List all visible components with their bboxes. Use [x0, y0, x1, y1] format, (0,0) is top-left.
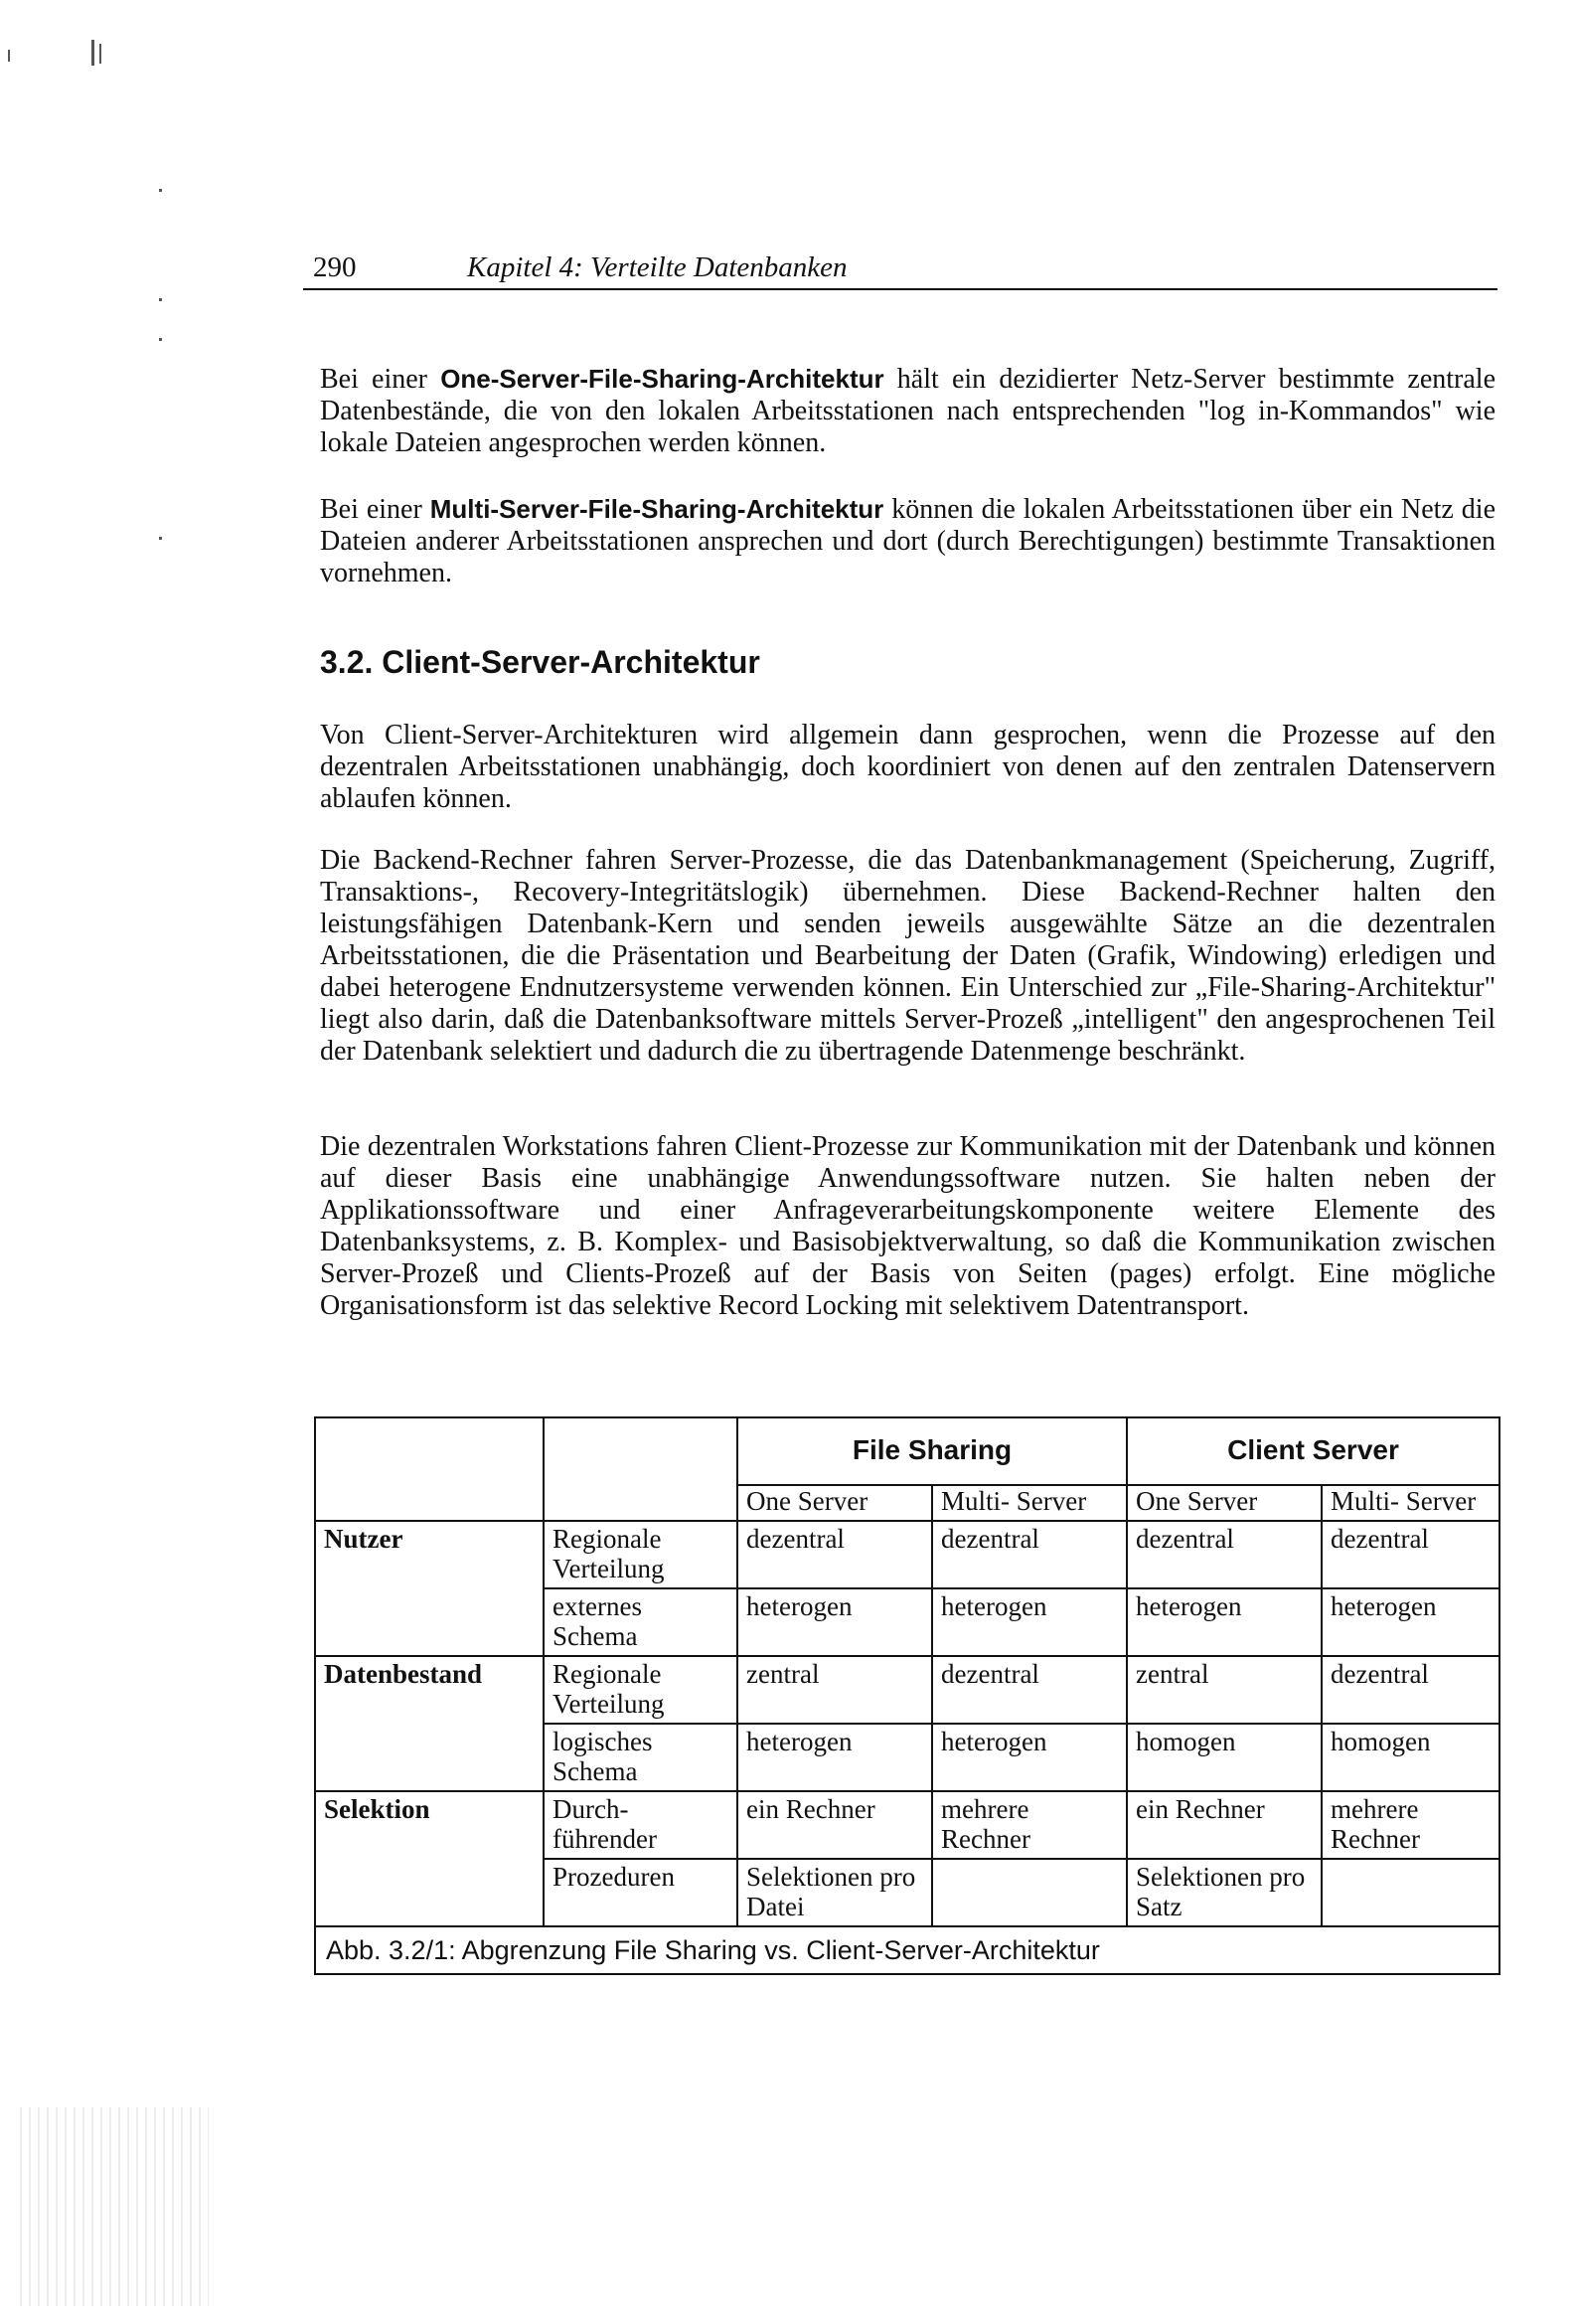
- paragraph-workstations: Die dezentralen Workstations fahren Client-Prozesse zur Kommunikation mit der Datenbank und können auf dieser Basis eine unabhängige Anwendungssoftware nutzen. Sie halten neben der Applikationssoftware und einer Anfrageverarbeitungskomponente weitere Elemente des Datenbanksystems, z. B. Komplex- und Basisobjektverwaltung, so daß die Kommunikation zwischen Server-Prozeß und Clients-Prozeß auf der Basis von Seiten (pages) erfolgt. Eine mögliche Organisationsform ist das selektive Record Locking mit selektivem Datentransport.: [320, 1131, 1496, 1321]
- table-cell: dezentral: [737, 1521, 932, 1588]
- table-cell: dezentral: [932, 1656, 1127, 1724]
- table-row: [315, 1521, 1499, 1588]
- paragraph-rest: können die lokalen Arbeitsstationen über ein Netz die Dateien anderer Arbeitsstationen ansprechen und dort (durch Berechtigungen) bestimmte Transaktionen vornehmen.: [320, 494, 1496, 588]
- table-cell: zentral: [737, 1656, 932, 1724]
- table-cell: dezentral: [1322, 1521, 1499, 1588]
- page-number: 290: [313, 251, 357, 283]
- running-header: [303, 250, 1496, 292]
- table-row: [315, 1656, 1499, 1724]
- table-cell: heterogen: [932, 1588, 1127, 1656]
- scan-mark: [159, 338, 162, 341]
- section-heading: 3.2. Client-Server-Architektur: [320, 644, 760, 680]
- table-cell: heterogen: [932, 1724, 1127, 1791]
- scan-noise: [20, 2107, 209, 2306]
- table-cell: homogen: [1322, 1724, 1499, 1791]
- header-rule: [303, 288, 1498, 290]
- table-cell: heterogen: [1127, 1588, 1322, 1656]
- table-row: [315, 1791, 1499, 1859]
- comparison-table: [314, 1416, 1500, 1975]
- table-cell: ein Rechner: [1127, 1791, 1322, 1859]
- paragraph-rest: hält ein dezidierter Netz-Server bestimmte zentrale Datenbestände, die von den lokalen Arbeitsstationen nach entsprechenden "log in-Kommandos" wie lokale Dateien angesprochen werden können.: [320, 364, 1497, 458]
- table-cell: heterogen: [1322, 1588, 1499, 1656]
- criterion-cell: Regionale Verteilung: [544, 1656, 737, 1724]
- paragraph-prefix: Bei einer: [320, 364, 441, 395]
- table-cell: homogen: [1127, 1724, 1322, 1791]
- scan-mark: [159, 189, 162, 192]
- scan-mark: [8, 50, 10, 62]
- table-cell: mehrere Rechner: [932, 1791, 1127, 1859]
- criterion-cell: Regionale Verteilung: [544, 1521, 737, 1588]
- group-label: Nutzer: [315, 1521, 544, 1656]
- paragraph-client-server-intro: Von Client-Server-Architekturen wird allgemein dann gesprochen, wenn die Prozesse auf den dezentralen Arbeitsstationen unabhängig, doch koordiniert von denen auf den zentralen Datenservern ablaufen können.: [320, 720, 1496, 814]
- table-cell: mehrere Rechner: [1322, 1791, 1499, 1859]
- table-cell: heterogen: [737, 1588, 932, 1656]
- group-label: Selektion: [315, 1791, 544, 1926]
- subheader-cell: Multi- Server: [1322, 1485, 1499, 1521]
- scan-mark: [159, 298, 162, 301]
- paragraph-multi-server: [320, 493, 1496, 589]
- figure-caption: Abb. 3.2/1: Abgrenzung File Sharing vs. Client-Server-Architektur: [315, 1926, 1499, 1974]
- group-header-file-sharing: File Sharing: [737, 1417, 1127, 1485]
- subheader-cell: Multi- Server: [932, 1485, 1127, 1521]
- subheader-cell: One Server: [1127, 1485, 1322, 1521]
- criterion-cell: logisches Schema: [544, 1724, 737, 1791]
- table-cell: zentral: [1127, 1656, 1322, 1724]
- table-cell: [1322, 1859, 1499, 1926]
- criterion-cell: Prozeduren: [544, 1859, 737, 1926]
- scan-mark: [99, 44, 101, 64]
- table-cell: dezentral: [932, 1521, 1127, 1588]
- scan-mark: [91, 40, 94, 66]
- table-cell: Selektionen pro Satz: [1127, 1859, 1322, 1926]
- paragraph-backend: Die Backend-Rechner fahren Server-Prozesse, die das Datenbankmanagement (Speicherung, Zugriff, Transaktions-, Recovery-Integritätslogik) übernehmen. Diese Backend-Rechner halten den leistungsfähigen Datenbank-Kern und senden jeweils ausgewählte Sätze an die dezentralen Arbeitsstationen, die die Präsentation und Bearbeitung der Daten (Grafik, Windowing) erledigen und dabei heterogene Endnutzersysteme verwenden können. Ein Unterschied zur „File-Sharing-Architektur" liegt also darin, daß die Datenbanksoftware mittels Server-Prozeß „intelligent" den angesprochenen Teil der Datenbank selektiert und dadurch die zu übertragende Datenmenge beschränkt.: [320, 845, 1496, 1067]
- table-cell: Selektionen pro Datei: [737, 1859, 932, 1926]
- table-cell: heterogen: [737, 1724, 932, 1791]
- term-multi-server-file-sharing: Multi-Server-File-Sharing-Architektur: [429, 494, 884, 524]
- scan-mark: [159, 537, 162, 540]
- subheader-cell: One Server: [737, 1485, 932, 1521]
- caption-row: [315, 1926, 1499, 1974]
- criterion-cell: externes Schema: [544, 1588, 737, 1656]
- criterion-cell: Durch-führender: [544, 1791, 737, 1859]
- empty-header-cell: [315, 1417, 544, 1521]
- table-cell: [932, 1859, 1127, 1926]
- paragraph-one-server: [320, 363, 1496, 459]
- empty-header-cell: [544, 1417, 737, 1521]
- chapter-title: Kapitel 4: Verteilte Datenbanken: [467, 251, 848, 283]
- table-cell: ein Rechner: [737, 1791, 932, 1859]
- group-label: Datenbestand: [315, 1656, 544, 1791]
- table-cell: dezentral: [1127, 1521, 1322, 1588]
- paragraph-prefix: Bei einer: [320, 494, 430, 525]
- group-header-client-server: Client Server: [1127, 1417, 1499, 1485]
- term-one-server-file-sharing: One-Server-File-Sharing-Architektur: [440, 364, 884, 394]
- table-cell: dezentral: [1322, 1656, 1499, 1724]
- table-header-row: [315, 1417, 1499, 1485]
